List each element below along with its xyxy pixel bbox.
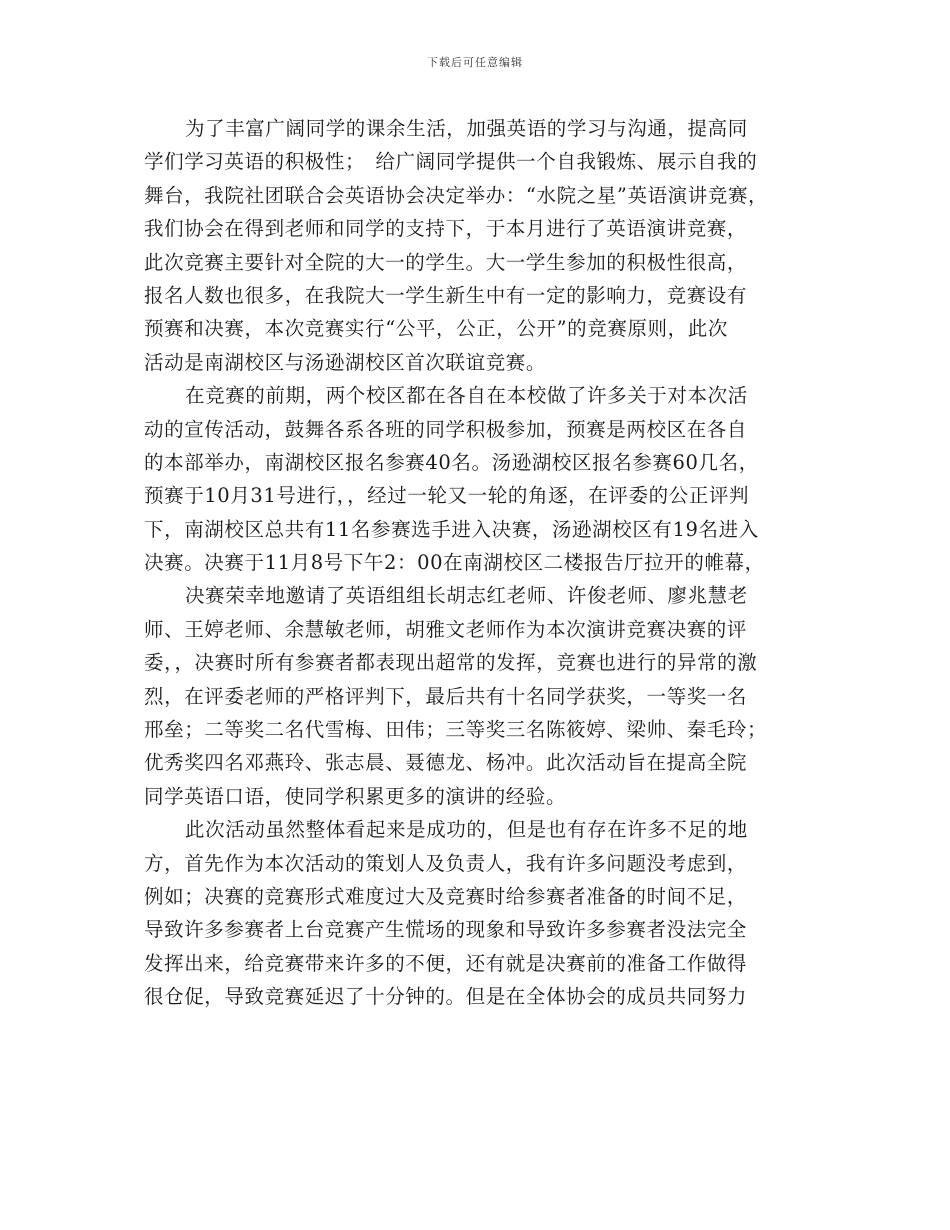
text-line: 学们学习英语的积极性； 给广阔同学提供一个自我锻炼、展示自我的 [144, 150, 758, 174]
text-line: 我们协会在得到老师和同学的支持下，于本月进行了英语演讲竞赛， [144, 217, 748, 241]
text-line: 预赛于10月31号进行，，经过一轮又一轮的角逐，在评委的公正评判 [144, 484, 750, 508]
text-line: 同学英语口语，使同学积累更多的演讲的经验。 [144, 784, 567, 808]
text-line: 报名人数也很多，在我院大一学生新生中有一定的影响力，竞赛设有 [144, 283, 748, 307]
text-line: 委，，决赛时所有参赛者都表现出超常的发挥，竞赛也进行的异常的激 [144, 651, 758, 675]
text-line: 优秀奖四名邓燕玲、张志晨、聂德龙、杨冲。此次活动旨在提高全院 [144, 751, 748, 775]
text-line: 师、王婷老师、余慧敏老师，胡雅文老师作为本次演讲竞赛决赛的评 [144, 617, 748, 641]
paragraph-1 [144, 112, 824, 379]
text-line: 很仓促，导致竞赛延迟了十分钟的。但是在全体协会的成员共同努力 [144, 985, 748, 1009]
page-header: 下载后可任意编辑 [427, 56, 523, 69]
text-line: 动的宣传活动，鼓舞各系各班的同学积极参加，预赛是两校区在各自 [144, 417, 748, 441]
text-line: 舞台，我院社团联合会英语协会决定举办：“水院之星”英语演讲竞赛， [144, 183, 769, 207]
text-line: 为了丰富广阔同学的课余生活，加强英语的学习与沟通，提高同 [185, 117, 748, 140]
paragraph-4 [144, 813, 824, 1013]
text-line: 在竞赛的前期，两个校区都在各自在本校做了许多关于对本次活 [185, 384, 748, 408]
text-line: 烈，在评委老师的严格评判下，最后共有十名同学获奖，一等奖一名 [144, 684, 748, 708]
text-line: 决赛。决赛于11月8号下午2：00在南湖校区二楼报告厅拉开的帷幕， [144, 551, 765, 575]
text-line: 方，首先作为本次活动的策划人及负责人，我有许多问题没考虑到， [144, 851, 748, 875]
text-line: 决赛荣幸地邀请了英语组组长胡志红老师、许俊老师、廖兆慧老 [185, 584, 748, 608]
text-line: 发挥出来，给竞赛带来许多的不便，还有就是决赛前的准备工作做得 [144, 951, 748, 975]
text-line: 活动是南湖校区与汤逊湖校区首次联谊竞赛。 [144, 350, 547, 374]
text-line: 此次竞赛主要针对全院的大一的学生。大一学生参加的积极性很高， [144, 250, 748, 274]
text-line: 此次活动虽然整体看起来是成功的，但是也有存在许多不足的地 [185, 818, 748, 842]
text-line: 下，南湖校区总共有11名参赛选手进入决赛，汤逊湖校区有19名进入 [144, 517, 759, 541]
text-line: 例如；决赛的竞赛形式难度过大及竞赛时给参赛者准备的时间不足， [144, 884, 748, 908]
text-line: 邢垒；二等奖二名代雪梅、田伟；三等奖三名陈筱婷、梁帅、秦毛玲； [144, 718, 768, 742]
document-body [144, 112, 824, 1014]
paragraph-2 [144, 379, 824, 579]
paragraph-3 [144, 579, 824, 813]
text-line: 预赛和决赛，本次竞赛实行“公平，公正，公开”的竞赛原则，此次 [144, 317, 728, 341]
text-line: 导致许多参赛者上台竞赛产生慌场的现象和导致许多参赛者没法完全 [144, 918, 748, 942]
text-line: 的本部举办，南湖校区报名参赛40名。汤逊湖校区报名参赛60几名， [144, 450, 759, 474]
